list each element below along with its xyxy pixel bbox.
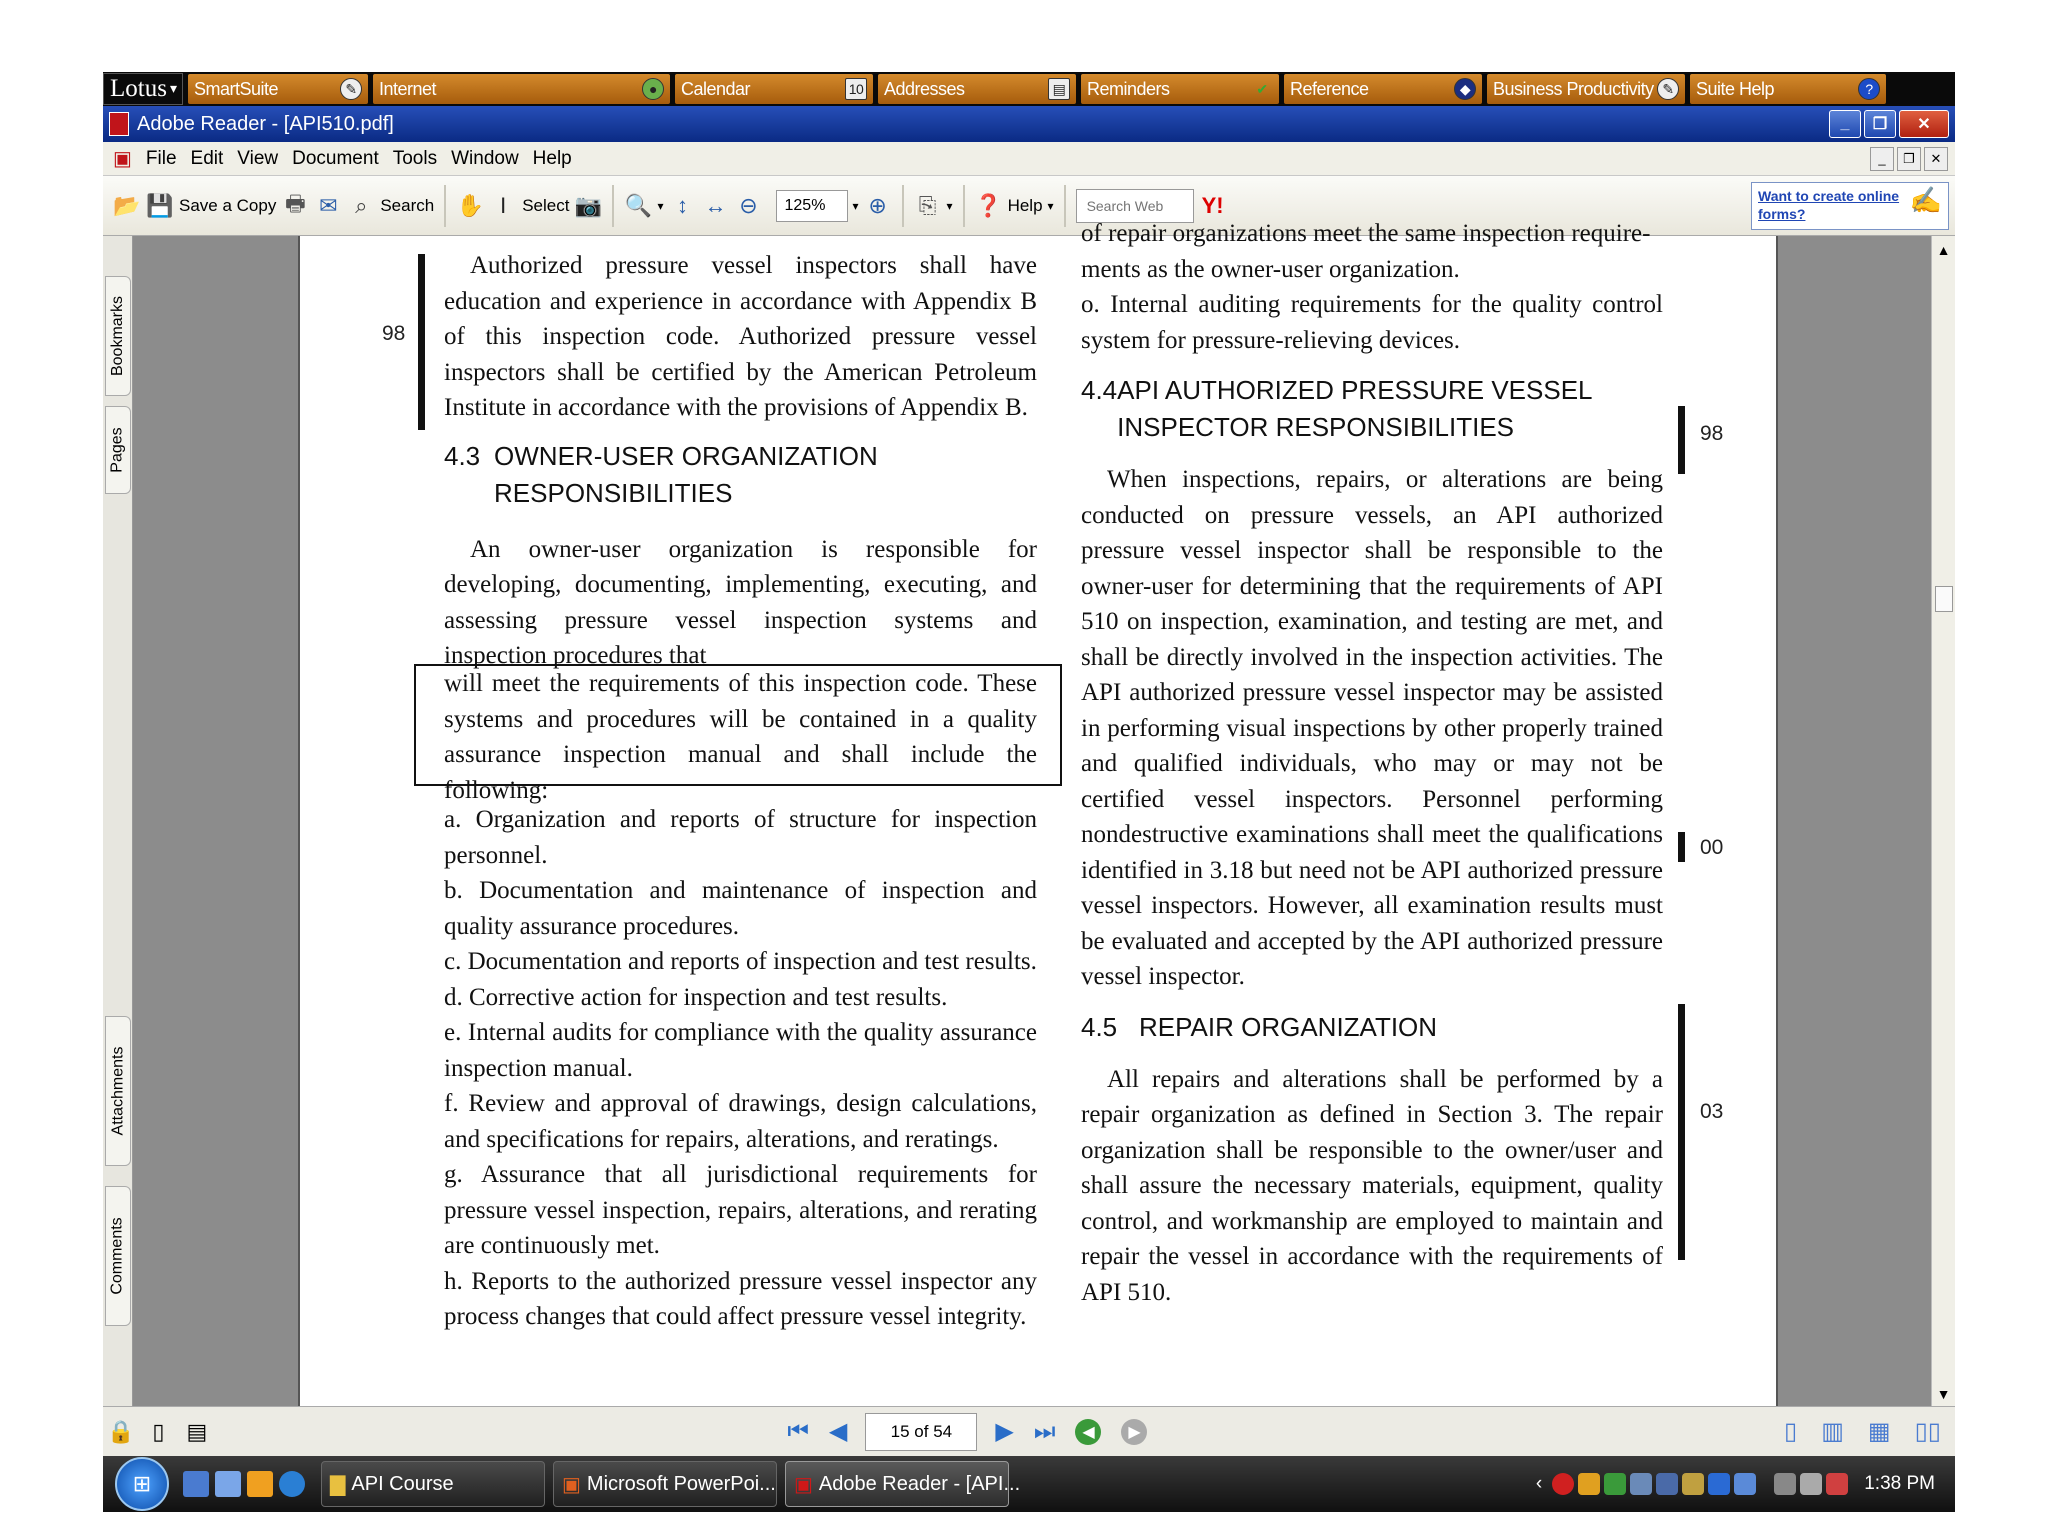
task-label: Microsoft PowerPoi... bbox=[586, 1472, 776, 1495]
tab-pages-label: Pages bbox=[109, 427, 126, 473]
document-icon: ▣ bbox=[113, 148, 132, 170]
window-title: Adobe Reader - [API510.pdf] bbox=[137, 112, 394, 135]
create-online-forms-link[interactable] bbox=[1751, 182, 1949, 230]
save-icon[interactable]: 💾 bbox=[146, 192, 174, 218]
list-item: e. Internal audits for compliance with the quality assurance inspection manual. bbox=[444, 1019, 1037, 1082]
tray-display-icon[interactable] bbox=[1630, 1473, 1652, 1495]
change-bar bbox=[1678, 832, 1685, 862]
forms-pen-icon: ✍ bbox=[1909, 185, 1942, 215]
section-title: API AUTHORIZED PRESSURE VESSEL INSPECTOR RESPONSIBILITIES bbox=[1117, 375, 1592, 442]
snapshot-camera-icon[interactable]: 📷 bbox=[574, 192, 603, 218]
task-label: API Course bbox=[351, 1472, 454, 1495]
doc-close-button[interactable]: ✕ bbox=[1924, 147, 1948, 171]
status-bar bbox=[103, 1406, 1955, 1456]
first-page-button[interactable]: ⏮ bbox=[787, 1417, 809, 1445]
window-title-bar bbox=[103, 106, 1955, 142]
calendar-icon: 10 bbox=[845, 78, 867, 100]
taskbar-api-course[interactable] bbox=[321, 1461, 545, 1507]
smartsuite-icon: ✎ bbox=[340, 78, 362, 100]
tray-antivirus-icon[interactable] bbox=[1552, 1473, 1574, 1495]
help-button[interactable]: Help bbox=[1007, 195, 1043, 215]
menu-help[interactable]: Help bbox=[532, 147, 572, 169]
tab-attachments-label: Attachments bbox=[109, 1046, 126, 1136]
vertical-scrollbar[interactable] bbox=[1931, 236, 1955, 1406]
tab-bookmarks-label: Bookmarks bbox=[109, 295, 126, 377]
search-binoculars-icon[interactable]: ⌕ bbox=[355, 192, 368, 218]
toolbar bbox=[103, 176, 1955, 236]
menu-view[interactable]: View bbox=[237, 147, 279, 169]
go-forward-icon[interactable]: ▶ bbox=[1121, 1419, 1147, 1445]
switch-windows-icon[interactable] bbox=[215, 1471, 241, 1497]
paragraph: ments as the owner-user organization. bbox=[1081, 255, 1460, 283]
powerpoint-icon: ▣ bbox=[562, 1473, 581, 1496]
zoom-level-field[interactable]: 125% bbox=[776, 190, 848, 222]
list-item: c. Documentation and reports of inspection and test results. bbox=[444, 948, 1037, 975]
paragraph: All repairs and alterations shall be performed by a repair organization as defined in Section 3. The repair organization shall be responsible to the owner/user and shall assure the necessary materials, equipment, quality control, and workmanship are employed to maintain and repair the vessel in accordance with the requirements of API 510. bbox=[1081, 1065, 1663, 1306]
menu-window[interactable]: Window bbox=[451, 147, 519, 169]
task-label: Adobe Reader - [API... bbox=[818, 1472, 1021, 1495]
list-item: g. Assurance that all jurisdictional requirements for pressure vessel inspection, repairs, alterations, and rerating are continuously met. bbox=[444, 1161, 1037, 1259]
tab-comments[interactable] bbox=[105, 1186, 131, 1326]
requirements-list bbox=[444, 802, 1037, 1335]
tray-network-icon[interactable] bbox=[1656, 1473, 1678, 1495]
right-column bbox=[1081, 216, 1663, 1310]
globe-icon: ● bbox=[642, 78, 664, 100]
list-item: a. Organization and reports of structure for inspection personnel. bbox=[444, 806, 1037, 869]
productivity-icon: ✎ bbox=[1657, 78, 1679, 100]
toolbar-separator bbox=[963, 185, 965, 227]
change-bar bbox=[1678, 406, 1685, 474]
toolbar-separator bbox=[444, 185, 446, 227]
menu-document[interactable]: Document bbox=[292, 147, 379, 169]
lotus-business-productivity-button[interactable]: Business Productivity ✎ bbox=[1487, 74, 1685, 104]
list-item: h. Reports to the authorized pressure vessel inspector any process changes that could affect pressure vessel integrity. bbox=[444, 1267, 1037, 1330]
show-desktop-icon[interactable] bbox=[183, 1471, 209, 1497]
fit-page-icon[interactable]: ↕ bbox=[677, 192, 688, 218]
close-button[interactable]: ✕ bbox=[1899, 110, 1949, 138]
change-bar bbox=[418, 254, 425, 430]
help-dropdown-icon[interactable]: ▾ bbox=[1047, 198, 1054, 213]
email-icon[interactable]: ✉ bbox=[319, 192, 338, 218]
menu-tools[interactable]: Tools bbox=[392, 147, 438, 169]
pdf-page[interactable] bbox=[298, 220, 1778, 1406]
go-back-icon[interactable]: ◀ bbox=[1075, 1419, 1101, 1445]
tray-security-icon[interactable] bbox=[1578, 1473, 1600, 1495]
checkmark-icon: ✔ bbox=[1256, 80, 1268, 97]
zoom-in-magnifier-icon[interactable]: 🔍 bbox=[624, 192, 653, 218]
menu-file[interactable]: File bbox=[145, 147, 177, 169]
toolbar-separator bbox=[612, 185, 614, 227]
tray-lotus-icon[interactable] bbox=[1682, 1473, 1704, 1495]
facing-view-icon[interactable]: ▦ bbox=[1867, 1418, 1891, 1445]
paragraph: An owner-user organization is responsible for developing, documenting, implementing, executing, and assessing pressure vessel inspection systems and inspection procedures that bbox=[444, 535, 1037, 669]
lotus-reference-button[interactable]: Reference ◆ bbox=[1284, 74, 1482, 104]
margin-note-03: 03 bbox=[1700, 1100, 1724, 1123]
save-copy-button[interactable]: Save a Copy bbox=[179, 195, 277, 215]
tray-power-icon[interactable] bbox=[1774, 1473, 1796, 1495]
folder-icon: ▇ bbox=[330, 1473, 346, 1496]
menu-edit[interactable]: Edit bbox=[190, 147, 224, 169]
search-button[interactable]: Search bbox=[380, 195, 435, 215]
forms-link-text: Want to create online forms? bbox=[1758, 188, 1900, 222]
cut-off-line: of repair organizations meet the same inspection require- bbox=[1081, 220, 1651, 247]
paragraph: will meet the requirements of this inspection code. These systems and procedures will be contained in a quality assurance inspection manual and shall include the following: bbox=[444, 670, 1037, 804]
lotus-suite-help-button[interactable]: Suite Help ? bbox=[1690, 74, 1886, 104]
adobe-reader-task-icon: ▣ bbox=[794, 1473, 813, 1496]
section-number: 4.4 bbox=[1081, 375, 1118, 405]
rotate-dropdown-icon[interactable]: ▾ bbox=[946, 198, 953, 213]
zoom-out-icon[interactable]: ⊖ bbox=[739, 192, 758, 218]
media-player-icon[interactable] bbox=[247, 1471, 273, 1497]
list-item: b. Documentation and maintenance of inspection and quality assurance procedures. bbox=[444, 877, 1037, 940]
tray-expand-icon[interactable]: ‹ bbox=[1535, 1473, 1543, 1494]
tray-update-icon[interactable] bbox=[1708, 1473, 1730, 1495]
system-tray bbox=[1536, 1473, 1955, 1495]
tab-attachments[interactable] bbox=[105, 1016, 131, 1166]
section-heading-4-3 bbox=[444, 438, 1037, 512]
tab-comments-label: Comments bbox=[109, 1217, 127, 1295]
paragraph: When inspections, repairs, or alterations are being conducted on pressure vessels, an API authorized pressure vessel inspector shall be responsible to the owner-user for determining that the requirements of API 510 on inspection, examination, and testing are met, and shall be directly involved in the inspection activities. The API authorized pressure vessel inspector may be assisted in performing visual inspections by other properly trained and qualified individuals, who may or may not be certified vessel inspectors. Personnel performing nondestructive examinations shall meet the qualifications identified in 3.18 but need not be API authorized pressure vessel inspectors. However, all examination results must be evaluated and accepted by the API authorized pressure vessel inspector. bbox=[1081, 466, 1663, 990]
lotus-addresses-button[interactable]: Addresses ▤ bbox=[878, 74, 1076, 104]
select-button[interactable]: Select bbox=[522, 195, 570, 215]
yahoo-search-button[interactable]: Y! bbox=[1201, 192, 1224, 218]
page-layout-continuous-icon[interactable]: ▤ bbox=[186, 1418, 208, 1444]
rotate-pages-icon[interactable]: ⎘ bbox=[918, 192, 937, 218]
tray-bluetooth-icon[interactable] bbox=[1734, 1473, 1756, 1495]
tray-volume-icon[interactable] bbox=[1826, 1473, 1848, 1495]
left-column bbox=[444, 248, 1037, 674]
fit-width-icon[interactable]: ↔ bbox=[704, 192, 727, 218]
margin-note-98: 98 bbox=[382, 322, 406, 345]
section-heading-4-5 bbox=[1081, 1009, 1663, 1046]
zoom-level-dropdown-icon[interactable]: ▾ bbox=[852, 198, 859, 213]
change-bar bbox=[1678, 1004, 1685, 1260]
scroll-down-arrow-icon[interactable]: ▼ bbox=[1936, 1386, 1951, 1402]
lotus-logo-button[interactable]: Lotus ▾ bbox=[103, 73, 183, 105]
select-cursor-icon[interactable]: I bbox=[500, 192, 507, 218]
tray-app-icon[interactable] bbox=[1604, 1473, 1626, 1495]
single-page-view-icon[interactable]: ▯ bbox=[1783, 1418, 1798, 1445]
section-title: REPAIR ORGANIZATION bbox=[1139, 1011, 1438, 1042]
section-title: OWNER-USER ORGANIZATION RESPONSIBILITIES bbox=[494, 440, 878, 508]
section-heading-4-4 bbox=[1081, 372, 1663, 446]
windows-taskbar bbox=[103, 1456, 1955, 1512]
left-column-boxed bbox=[444, 666, 1037, 808]
tab-pages[interactable] bbox=[105, 406, 131, 494]
zoom-in-icon[interactable]: ⊕ bbox=[868, 192, 887, 218]
tab-bookmarks[interactable] bbox=[105, 276, 131, 396]
page-number-field[interactable]: 15 of 54 bbox=[865, 1413, 977, 1451]
lotus-smartcenter-bar bbox=[103, 72, 1955, 106]
list-item: d. Corrective action for inspection and test results. bbox=[444, 983, 948, 1011]
print-icon[interactable]: 🖶 bbox=[284, 190, 306, 216]
lock-icon: 🔒 bbox=[107, 1418, 135, 1444]
page-layout-single-icon[interactable]: ▯ bbox=[152, 1418, 165, 1444]
scroll-thumb[interactable] bbox=[1935, 586, 1953, 612]
continuous-facing-view-icon[interactable]: ▯▯ bbox=[1914, 1418, 1941, 1445]
help-icon: ? bbox=[1858, 78, 1880, 100]
addresses-icon: ▤ bbox=[1048, 78, 1070, 100]
lotus-calendar-button[interactable]: Calendar 10 bbox=[675, 74, 873, 104]
list-item: f. Review and approval of drawings, design calculations, and specifications for repairs, alterations, and reratings. bbox=[444, 1090, 1037, 1153]
clock[interactable]: 1:38 PM bbox=[1864, 1473, 1935, 1494]
adobe-reader-icon bbox=[109, 112, 129, 136]
paragraph: Authorized pressure vessel inspectors shall have education and experience in accordance with Appendix B of this inspection code. Authorized pressure vessel inspectors shall be certified by the American Petroleum Institute in accordance with the provisions of Appendix B. bbox=[444, 252, 1037, 421]
section-number: 4.3 bbox=[444, 440, 481, 471]
taskbar-adobe-reader[interactable] bbox=[785, 1461, 1021, 1507]
previous-page-button[interactable]: ◀ bbox=[828, 1418, 848, 1445]
section-number: 4.5 bbox=[1081, 1011, 1118, 1042]
zoom-dropdown-arrow-icon[interactable]: ▾ bbox=[657, 198, 664, 213]
lotus-internet-button[interactable]: Internet ● bbox=[373, 74, 670, 104]
internet-explorer-icon[interactable] bbox=[279, 1471, 305, 1497]
continuous-view-icon[interactable]: ▥ bbox=[1821, 1418, 1844, 1445]
scroll-up-arrow-icon[interactable]: ▲ bbox=[1936, 242, 1951, 258]
doc-minimize-button[interactable]: _ bbox=[1870, 147, 1894, 171]
menu-bar bbox=[103, 142, 1955, 176]
navigation-panel bbox=[103, 236, 133, 1406]
doc-restore-button[interactable]: ❐ bbox=[1897, 147, 1921, 171]
last-page-button[interactable]: ⏭ bbox=[1033, 1417, 1056, 1445]
lotus-reminders-button[interactable]: Reminders ✔ bbox=[1081, 74, 1279, 104]
screen bbox=[103, 72, 1955, 1512]
next-page-button[interactable]: ▶ bbox=[995, 1418, 1014, 1445]
start-button[interactable]: ⊞ bbox=[115, 1457, 169, 1511]
margin-note-00: 00 bbox=[1700, 836, 1724, 859]
toolbar-separator bbox=[902, 185, 904, 227]
toolbar-separator bbox=[1064, 185, 1066, 227]
tray-network-status-icon[interactable] bbox=[1800, 1473, 1822, 1495]
help-circle-icon[interactable]: ❓ bbox=[974, 192, 1003, 218]
margin-note-98: 98 bbox=[1700, 422, 1724, 445]
book-icon: ◆ bbox=[1454, 78, 1476, 100]
restore-button[interactable]: ❐ bbox=[1864, 110, 1896, 138]
taskbar-powerpoint[interactable] bbox=[553, 1461, 777, 1507]
minimize-button[interactable]: _ bbox=[1829, 110, 1861, 138]
list-item: o. Internal auditing requirements for the quality control system for pressure-relieving devices. bbox=[1081, 291, 1663, 354]
hand-tool-icon[interactable]: ✋ bbox=[456, 192, 484, 218]
lotus-smartsuite-button[interactable]: SmartSuite ✎ bbox=[188, 74, 368, 104]
open-folder-icon[interactable]: 📂 bbox=[113, 192, 141, 218]
